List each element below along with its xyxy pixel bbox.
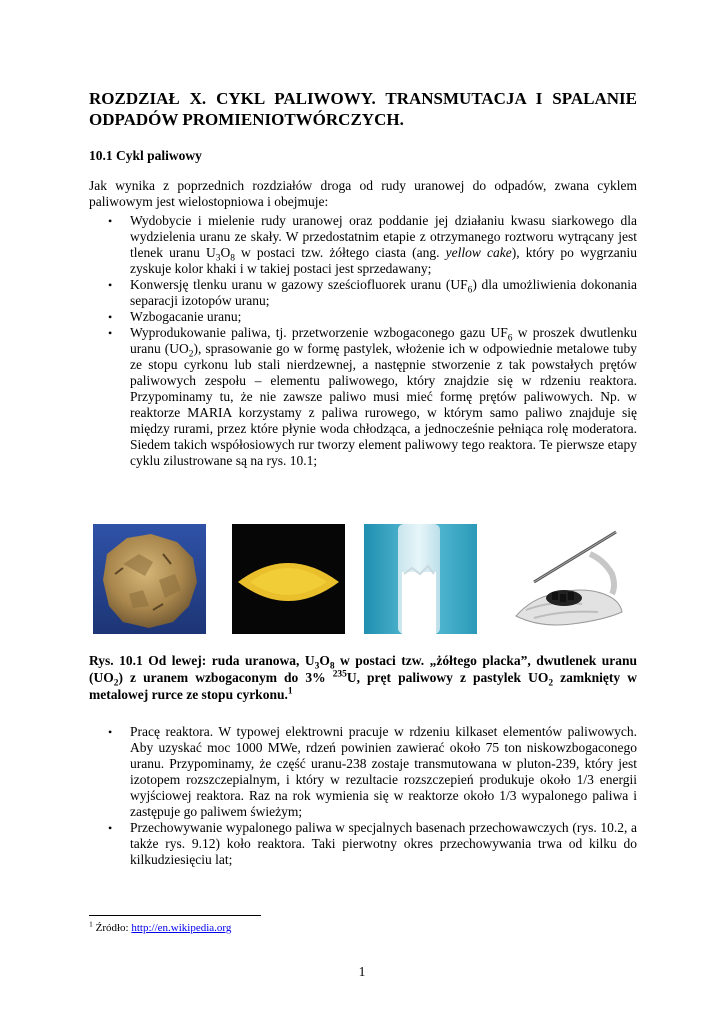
page-number: 1	[358, 964, 366, 979]
figure-caption: Rys. 10.1 Od lewej: ruda uranowa, $U_3O_8$ w postaci tzw. „żółtego placka”, dwutlenek uranu $(UO_2)$ z uranem wzbogaconym do 3% $^{235}$U, pręt paliwowy z pastylek $UO_2$ zamknięty w metalowej rurce ze stopu cyrkonu.$^1$	[89, 653, 638, 702]
intro-paragraph: Jak wynika z poprzednich rozdziałów droga od rudy uranowej do odpadów, zwana cyklem paliwowym jest wielostopniowa i obejmuje:	[89, 178, 637, 209]
uranium-ore-image	[93, 524, 206, 634]
footnote-separator	[89, 915, 261, 916]
footnote-mark: 1	[89, 919, 93, 929]
bullet-icon: •	[108, 821, 113, 835]
list-item: • Pracę reaktora. W typowej elektrowni pracuje w rdzeniu kilkaset elementów paliwowych. Aby uzyskać moc 1000 MWe, rdzeń powinien zawierać około 75 ton niskowzbogaconego uranu. Przypominamy, że część uranu-238 zostaje transmutowana w pluton-239, który jest izotopem rozszczepialnym, i który w rezultacie rozszczepień produkuje około 1/3 energii wyjściowej reaktora. Raz na rok wymienia się w reaktorze około 1/3 wypalonego paliwa i zastępuje go paliwem świeżym;	[108, 724, 637, 819]
list-item: • Przechowywanie wypalonego paliwa w specjalnych basenach przechowawczych (rys. 10.2, a także rys. 9.12) koło reaktora. Taki pierwotny okres przechowywania trwa od kilku do kilkudziesięciu lat;	[108, 820, 637, 867]
list-item: • Wydobycie i mielenie rudy uranowej oraz poddanie jej działaniu kwasu siarkowego dla wydzielenia uranu ze skały. W przedostatnim etapie z otrzymanego roztworu wytrącany jest tlenek uranu $U_3O_8$ w postaci tzw. żółtego ciasta (ang. yellow cake), który po wygrzaniu zyskuje kolor khaki i w takiej postaci jest sprzedawany;	[108, 213, 637, 276]
fuel-rod-pellets-image	[512, 524, 625, 634]
footnote-label: Źródło:	[92, 922, 132, 934]
list-item: • Wyprodukowanie paliwa, tj. przetworzenie wzbogaconego gazu $UF_6$ w proszek dwutlenku uranu $(UO_2)$, sprasowanie go w formę pastylek, włożenie ich w odpowiednie metalowe tuby ze stopu cyrkonu lub stali nierdzewnej, a następnie stworzenie z tak powstałych prętów paliwowych zespołu – elementu paliwowego, który znajdzie się w rdzeniu reaktora. Przypominamy tu, że nie zawsze paliwo musi mieć formę prętów paliwowych. Np. w reaktorze MARIA korzystamy z paliwa rurowego, w którym samo paliwo znajduje się między rurami, przez które płynie woda chłodząca, a jednocześnie pełniąca rolę moderatora. Siedem takich współosiowych rur tworzy element paliwowy tego reaktora. Te pierwsze etapy cyklu zilustrowane są na rys. 10.1;	[108, 325, 637, 468]
footnote	[89, 919, 232, 934]
footnote-reference[interactable]: 1	[287, 686, 293, 697]
fuel-cycle-list	[89, 213, 637, 469]
footnote-link[interactable]: http://en.wikipedia.org	[131, 922, 232, 934]
bullet-icon: •	[108, 278, 113, 292]
chapter-title: ROZDZIAŁ X. CYKL PALIWOWY. TRANSMUTACJA I SPALANIE ODPADÓW PROMIENIOTWÓRCZYCH.	[89, 89, 637, 129]
bullet-icon: •	[108, 326, 113, 340]
yellow-cake-image	[232, 524, 345, 634]
figure-10-1-images	[93, 524, 629, 636]
uranium-dioxide-tube-image	[364, 524, 477, 634]
section-heading: 10.1 Cykl paliwowy	[89, 148, 202, 163]
bullet-icon: •	[108, 214, 113, 228]
bullet-icon: •	[108, 310, 113, 324]
bullet-icon: •	[108, 725, 113, 739]
list-item: • Wzbogacanie uranu;	[108, 309, 242, 324]
list-item: • Konwersję tlenku uranu w gazowy sześciofluorek uranu $(UF_6)$ dla umożliwienia dokonania separacji izotopów uranu;	[108, 277, 638, 308]
reactor-stage-list	[89, 724, 637, 868]
